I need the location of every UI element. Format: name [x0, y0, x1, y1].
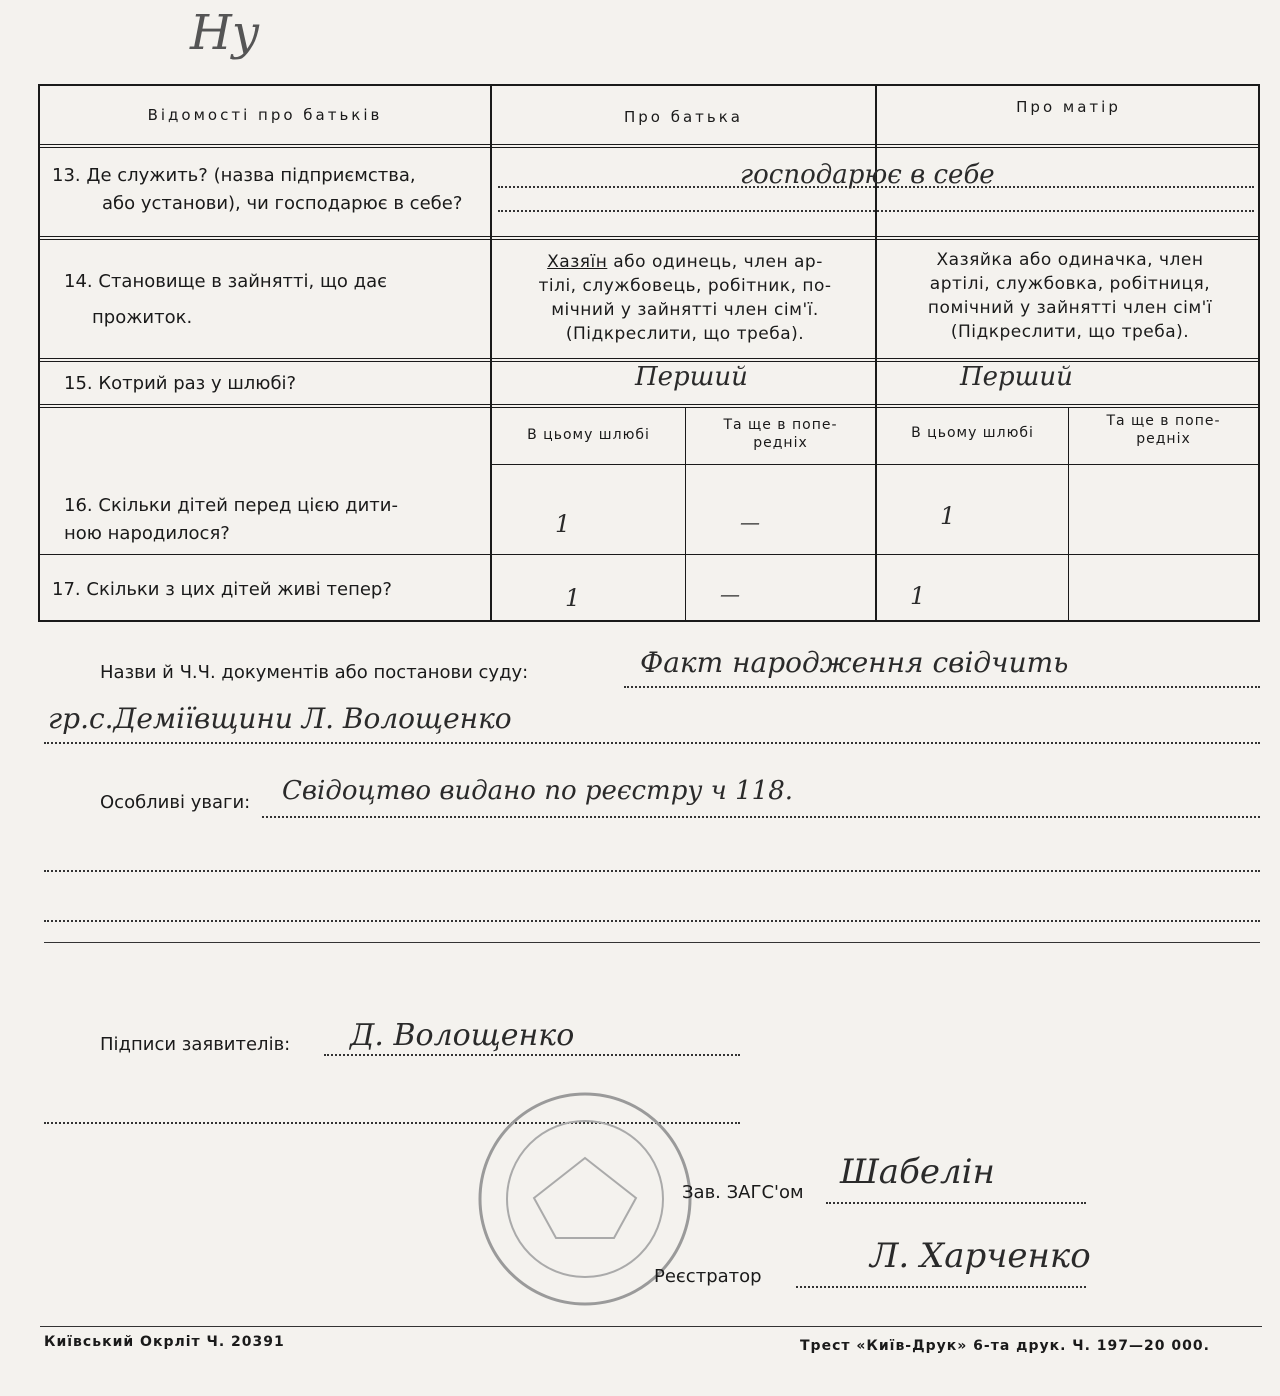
answer-17-father-this: 1 — [565, 584, 581, 612]
question-text: Де служить? (назва підприємства, — [86, 165, 416, 186]
mother-occupation-options — [885, 248, 1255, 344]
documents-line — [624, 686, 1260, 688]
registrar-signature: Л. Харченко — [870, 1236, 1091, 1276]
question-text: Скільки дітей перед цією дити- — [98, 495, 398, 516]
documents-line — [44, 742, 1260, 744]
subheader-text: редніх — [753, 435, 808, 451]
question-text: або установи), чи господарює в себе? — [102, 193, 463, 214]
remarks-label: Особливі уваги: — [100, 792, 251, 813]
question-text: Скільки з цих дітей живі тепер? — [86, 579, 392, 600]
subheader-this-marriage-father: В цьому шлюбі — [527, 427, 650, 443]
head-label: Зав. ЗАГС'ом — [682, 1182, 804, 1203]
remarks-value: Свідоцтво видано по реєстру ч 118. — [282, 776, 794, 806]
answer-13: господарює в себе — [740, 160, 995, 190]
remarks-line — [44, 870, 1260, 872]
option-text: (Підкреслити, що треба). — [565, 324, 805, 344]
signatures-label: Підписи заявителів: — [100, 1034, 291, 1055]
answer-15-mother: Перший — [960, 362, 1073, 392]
applicant-signature: Д. Волощенко — [350, 1018, 575, 1053]
question-number: 17. — [52, 579, 81, 600]
answer-15-father: Перший — [635, 362, 748, 392]
table-divider — [490, 86, 492, 620]
subheader-text: Та ще в попе- — [1106, 413, 1221, 429]
question-15 — [64, 370, 484, 398]
footer-right: Трест «Київ-Друк» 6-та друк. Ч. 197—20 000. — [800, 1338, 1210, 1354]
table-row-divider — [40, 236, 1258, 240]
subheader-text: редніх — [1136, 431, 1191, 447]
answer-16-mother-this: 1 — [940, 502, 956, 530]
answer-16-father-this: 1 — [555, 510, 571, 538]
question-text: прожиток. — [92, 307, 193, 328]
question-17 — [52, 576, 482, 604]
footer-divider — [40, 1326, 1262, 1327]
stamp-inner-ring — [507, 1121, 663, 1277]
question-number: 13. — [52, 165, 81, 186]
table-row-divider — [40, 554, 1258, 555]
option-text: помічний у зайнятті член сім'ї — [927, 298, 1213, 318]
section-divider — [44, 942, 1260, 943]
option-text: або одинець, член ар- — [607, 252, 823, 272]
answer-16-father-prev: — — [740, 510, 760, 534]
remarks-line — [44, 920, 1260, 922]
father-occupation-options — [500, 250, 870, 346]
table-row-divider — [492, 464, 1258, 465]
subheader-previous-mother — [1069, 412, 1258, 448]
stamp-emblem — [534, 1158, 636, 1238]
question-number: 16. — [64, 495, 93, 516]
selected-option: Хазяїн — [547, 252, 608, 272]
answer-line — [498, 210, 1254, 212]
question-number: 14. — [64, 271, 93, 292]
option-text: артілі, службовка, робітниця, — [929, 274, 1211, 294]
corner-note: Ну — [190, 5, 260, 61]
documents-label: Назви й Ч.Ч. документів або постанови суду: — [100, 662, 529, 683]
answer-17-mother-this: 1 — [910, 582, 926, 610]
subheader-previous-father — [686, 416, 875, 452]
header-info: Відомості про батьків — [147, 106, 383, 124]
option-text: тілі, службовець, робітник, по- — [538, 276, 832, 296]
question-text: ною народилося? — [64, 523, 230, 544]
table-row-divider — [40, 144, 1258, 148]
question-13 — [52, 162, 482, 218]
registrar-line — [796, 1286, 1086, 1288]
option-text: мічний у зайнятті член сім'ї. — [551, 300, 819, 320]
parents-info-table — [38, 84, 1260, 622]
footer-left: Київський Окрліт Ч. 20391 — [44, 1334, 285, 1350]
answer-17-father-prev: — — [720, 582, 740, 606]
subheader-this-marriage-mother: В цьому шлюбі — [911, 425, 1034, 441]
header-father: Про батька — [623, 108, 744, 126]
remarks-line — [262, 816, 1260, 818]
documents-value-line1: Факт народження свідчить — [640, 646, 1069, 679]
option-text: Хазяйка або одиначка, член — [936, 250, 1204, 270]
question-number: 15. — [64, 373, 93, 394]
documents-value-line2: гр.с.Деміївщини Л. Волощенко — [48, 702, 512, 735]
registrar-label: Реєстратор — [654, 1266, 762, 1287]
subheader-text: Та ще в попе- — [723, 417, 838, 433]
table-row-divider — [40, 404, 1258, 408]
question-16 — [64, 492, 484, 548]
head-line — [826, 1202, 1086, 1204]
signatures-line — [324, 1054, 740, 1056]
option-text: (Підкреслити, що треба). — [950, 322, 1190, 342]
question-14 — [64, 268, 484, 340]
header-mother: Про матір — [1016, 98, 1121, 116]
question-text: Котрий раз у шлюбі? — [98, 373, 297, 394]
question-text: Становище в зайнятті, що дає — [98, 271, 387, 292]
head-signature: Шабелін — [840, 1152, 995, 1192]
